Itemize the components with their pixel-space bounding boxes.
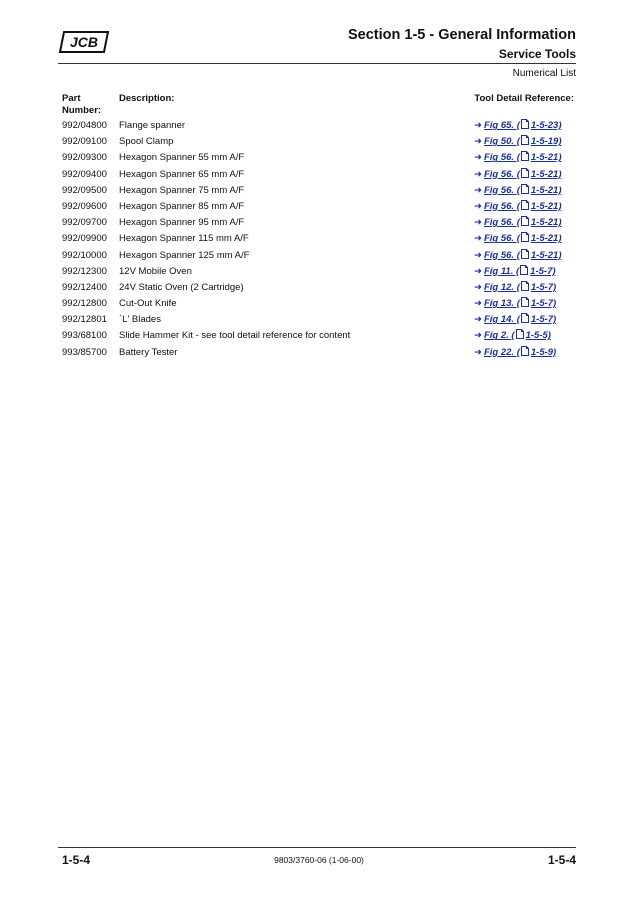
arrow-right-icon: ➜ (474, 281, 482, 293)
description: 24V Static Oven (2 Cartridge) (119, 281, 244, 293)
figure-reference: Fig 11. ( (483, 265, 520, 277)
part-number-header: Part Number: (62, 93, 102, 116)
table-row (62, 281, 576, 297)
arrow-right-icon: ➜ (474, 314, 482, 326)
document-number: 9803/3760-06 (1-06-00) (274, 855, 364, 865)
figure-reference: Fig 56. ( (483, 184, 520, 196)
page-icon (521, 119, 529, 129)
page-reference: 1-5-19) (530, 136, 562, 148)
header-divider (58, 63, 576, 64)
page-icon (521, 135, 529, 145)
table-row (62, 313, 576, 329)
tool-detail-link[interactable] (474, 329, 551, 342)
table-row (62, 265, 576, 281)
figure-reference: Fig 56. ( (483, 233, 520, 245)
figure-reference: Fig 56. ( (483, 152, 520, 164)
tools-table (62, 93, 576, 362)
tool-detail-link[interactable] (474, 313, 556, 326)
description: Hexagon Spanner 65 mm A/F (119, 168, 245, 180)
page-reference: 1-5-21) (530, 249, 562, 261)
figure-reference: Fig 14. ( (483, 314, 520, 326)
table-row (62, 135, 576, 151)
arrow-right-icon: ➜ (474, 184, 482, 196)
page-icon (521, 151, 529, 161)
table-row (62, 346, 576, 362)
figure-reference: Fig 50. ( (483, 136, 520, 148)
part-number: 992/10000 (62, 249, 107, 261)
logo-text: JCB (69, 34, 99, 50)
page-icon (521, 249, 529, 259)
page-icon (521, 232, 529, 242)
table-row (62, 249, 576, 265)
part-number: 993/85700 (62, 346, 107, 358)
description: Slide Hammer Kit - see tool detail reference for content (119, 330, 351, 342)
page-number-left: 1-5-4 (62, 853, 91, 867)
section-title: Section 1-5 - General Information (347, 27, 576, 43)
part-number: 992/12800 (62, 298, 107, 310)
part-number: 992/12400 (62, 281, 107, 293)
arrow-right-icon: ➜ (474, 249, 482, 261)
page-reference: 1-5-9) (530, 346, 557, 358)
page-reference: 1-5-21) (530, 184, 562, 196)
part-number: 992/09100 (62, 136, 107, 148)
page-icon (521, 168, 529, 178)
page-reference: 1-5-21) (530, 233, 562, 245)
arrow-right-icon: ➜ (474, 152, 482, 164)
page-reference: 1-5-21) (530, 152, 562, 164)
page-icon (520, 265, 528, 275)
page-number-right: 1-5-4 (547, 853, 576, 867)
figure-reference: Fig 22. ( (483, 346, 520, 358)
arrow-right-icon: ➜ (474, 298, 482, 310)
page-icon (516, 329, 524, 339)
table-row (62, 232, 576, 248)
page-icon (521, 297, 529, 307)
arrow-right-icon: ➜ (474, 200, 482, 212)
footer-divider (58, 847, 576, 848)
tool-detail-link[interactable] (474, 281, 556, 294)
page-reference: 1-5-21) (530, 168, 562, 180)
part-number: 992/09400 (62, 168, 107, 180)
page-icon (521, 313, 529, 323)
table-row (62, 297, 576, 313)
table-row (62, 168, 576, 184)
tool-detail-link[interactable] (474, 135, 562, 148)
description: Hexagon Spanner 55 mm A/F (119, 152, 245, 164)
table-header (62, 93, 576, 119)
table-body (62, 119, 576, 362)
part-number: 992/09500 (62, 184, 107, 196)
table-row (62, 184, 576, 200)
page-icon (521, 281, 529, 291)
tool-detail-link[interactable] (474, 249, 562, 262)
tool-detail-link[interactable] (474, 151, 562, 164)
page-reference: 1-5-23) (530, 120, 562, 131)
part-number: 992/04800 (62, 120, 107, 131)
arrow-right-icon: ➜ (474, 136, 482, 148)
table-row (62, 329, 576, 345)
list-title: Numerical List (512, 68, 576, 79)
description: Battery Tester (119, 346, 178, 358)
table-row (62, 151, 576, 167)
page-reference: 1-5-7) (530, 314, 557, 326)
tool-detail-link[interactable] (474, 265, 556, 278)
description: Hexagon Spanner 95 mm A/F (119, 217, 245, 229)
arrow-right-icon: ➜ (474, 265, 482, 277)
jcb-logo (58, 30, 110, 54)
tool-detail-link[interactable] (474, 297, 556, 310)
page-icon (521, 346, 529, 356)
tool-detail-link[interactable] (474, 200, 562, 213)
tool-detail-link[interactable] (474, 184, 562, 197)
page-icon (521, 200, 529, 210)
part-number: 992/09700 (62, 217, 107, 229)
tool-detail-link[interactable] (474, 346, 556, 359)
page-icon (521, 216, 529, 226)
table-row (62, 216, 576, 232)
page-reference: 1-5-7) (530, 281, 557, 293)
page-reference: 1-5-5) (525, 330, 551, 342)
arrow-right-icon: ➜ (474, 120, 482, 131)
description: Flange spanner (119, 120, 186, 131)
figure-reference: Fig 56. ( (483, 200, 520, 212)
subsection-title: Service Tools (498, 47, 576, 61)
description-header: Description: (119, 93, 175, 104)
part-number: 992/09300 (62, 152, 107, 164)
arrow-right-icon: ➜ (474, 330, 482, 342)
page-reference: 1-5-21) (530, 217, 562, 229)
table-row (62, 200, 576, 216)
tool-detail-link[interactable] (474, 232, 562, 245)
figure-reference: Fig 2. ( (483, 330, 515, 342)
tool-detail-link[interactable] (474, 119, 562, 132)
figure-reference: Fig 13. ( (483, 298, 520, 310)
description: `L' Blades (119, 314, 161, 326)
table-row (62, 119, 576, 135)
part-number: 992/09900 (62, 233, 107, 245)
figure-reference: Fig 56. ( (483, 249, 520, 261)
page-reference: 1-5-7) (530, 265, 556, 277)
arrow-right-icon: ➜ (474, 168, 482, 180)
part-number: 992/09600 (62, 200, 107, 212)
arrow-right-icon: ➜ (474, 217, 482, 229)
reference-header: Tool Detail Reference: (474, 93, 574, 104)
tool-detail-link[interactable] (474, 168, 562, 181)
description: Spool Clamp (119, 136, 174, 148)
arrow-right-icon: ➜ (474, 233, 482, 245)
description: Hexagon Spanner 75 mm A/F (119, 184, 245, 196)
description: Hexagon Spanner 125 mm A/F (119, 249, 250, 261)
figure-reference: Fig 12. ( (483, 281, 520, 293)
description: Hexagon Spanner 85 mm A/F (119, 200, 245, 212)
figure-reference: Fig 56. ( (483, 217, 520, 229)
arrow-right-icon: ➜ (474, 346, 482, 358)
figure-reference: Fig 65. ( (483, 120, 520, 131)
description: 12V Mobile Oven (119, 265, 192, 277)
page-reference: 1-5-21) (530, 200, 562, 212)
description: Hexagon Spanner 115 mm A/F (119, 233, 249, 245)
part-number: 992/12300 (62, 265, 107, 277)
part-number: 992/12801 (62, 314, 107, 326)
tool-detail-link[interactable] (474, 216, 562, 229)
page-reference: 1-5-7) (530, 298, 557, 310)
description: Cut-Out Knife (119, 298, 177, 310)
page-icon (521, 184, 529, 194)
part-number: 993/68100 (62, 330, 107, 342)
figure-reference: Fig 56. ( (483, 168, 520, 180)
